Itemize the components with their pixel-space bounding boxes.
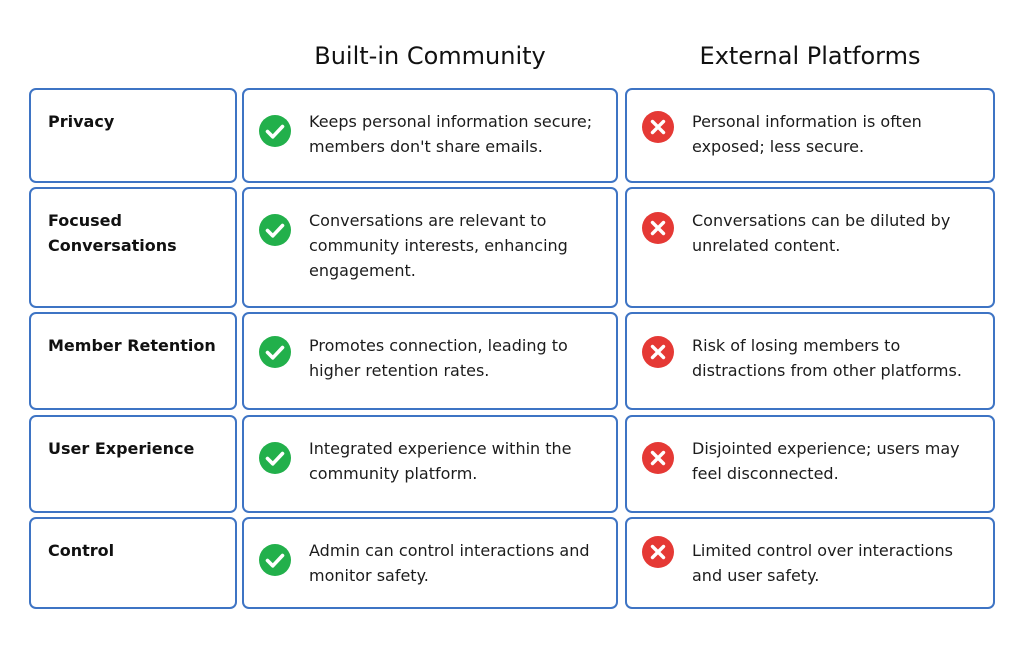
built-in-cell-privacy — [242, 88, 618, 183]
row-label-control — [29, 517, 237, 609]
external-platforms-header: External Platforms — [699, 42, 921, 70]
check-circle-icon — [259, 544, 291, 576]
x-circle-icon — [642, 336, 674, 368]
external-cell-focused-conversations — [625, 187, 995, 308]
external-cell-user-experience — [625, 415, 995, 513]
row-label-privacy — [29, 88, 237, 183]
row-label-member-retention — [29, 312, 237, 410]
built-in-cell-focused-conversations — [242, 187, 618, 308]
built-in-text: Conversations are relevant to community interests, enhancing engagement. — [309, 211, 568, 280]
row-label-focused-conversations — [29, 187, 237, 308]
row-label-user-experience — [29, 415, 237, 513]
row-label-text: Member Retention — [48, 336, 216, 355]
built-in-cell-member-retention — [242, 312, 618, 410]
external-text: Personal information is often exposed; less secure. — [692, 112, 922, 156]
built-in-text: Admin can control interactions and monitor safety. — [309, 541, 590, 585]
row-label-text: Focused Conversations — [48, 211, 177, 255]
external-cell-member-retention — [625, 312, 995, 410]
external-text: Risk of losing members to distractions from other platforms. — [692, 336, 962, 380]
check-circle-icon — [259, 214, 291, 246]
row-label-text: Privacy — [48, 112, 115, 131]
check-circle-icon — [259, 115, 291, 147]
external-cell-privacy — [625, 88, 995, 183]
check-circle-icon — [259, 442, 291, 474]
external-text: Limited control over interactions and user safety. — [692, 541, 953, 585]
x-circle-icon — [642, 442, 674, 474]
x-circle-icon — [642, 536, 674, 568]
built-in-cell-control — [242, 517, 618, 609]
x-circle-icon — [642, 111, 674, 143]
row-label-text: Control — [48, 541, 115, 560]
external-text: Conversations can be diluted by unrelated content. — [692, 211, 951, 255]
check-circle-icon — [259, 336, 291, 368]
external-cell-control — [625, 517, 995, 609]
built-in-text: Keeps personal information secure; members don't share emails. — [309, 112, 593, 156]
built-in-cell-user-experience — [242, 415, 618, 513]
row-label-text: User Experience — [48, 439, 195, 458]
x-circle-icon — [642, 212, 674, 244]
built-in-text: Integrated experience within the community platform. — [309, 439, 572, 483]
external-text: Disjointed experience; users may feel disconnected. — [692, 439, 960, 483]
built-in-text: Promotes connection, leading to higher retention rates. — [309, 336, 568, 380]
built-in-community-header: Built-in Community — [314, 42, 546, 70]
